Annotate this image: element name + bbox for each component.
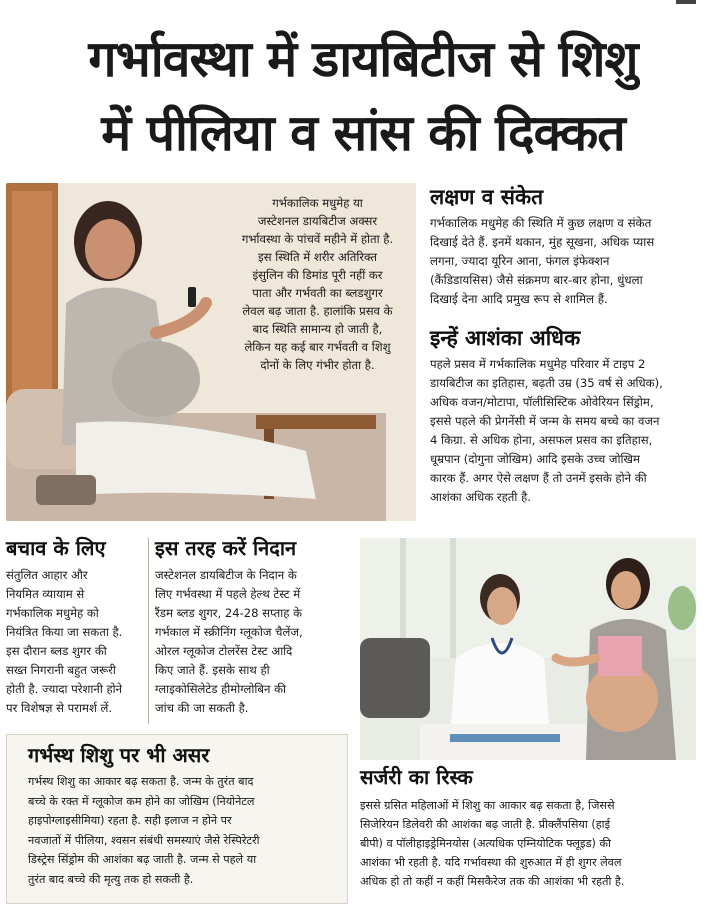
diagnosis-text — [155, 566, 345, 718]
prevention-line: नियंत्रित किया जा सकता है. — [6, 625, 123, 639]
surgery-line: इससे ग्रसित महिलाओं में शिशु का आकार बढ़ सकता है, जिससे — [360, 799, 615, 812]
prevention-line: नियमित व्यायाम से — [6, 587, 85, 601]
intro-line: दोनों के लिए गंभीर होता है. — [260, 358, 375, 372]
risk-line: 4 किग्रा. से अधिक होना, असफल प्रसव का इतिहास, — [430, 433, 653, 447]
doctor-patient-photo — [360, 538, 696, 760]
surgery-text — [360, 796, 722, 891]
baby-effect-line: डिस्ट्रेस सिंड्रोम की आशंका बढ़ जाती है. जन्म से पहले या — [28, 853, 257, 866]
prevention-line: होती है. ज्यादा परेशानी होने — [6, 682, 123, 696]
diagnosis-line: गर्भकाल में स्क्रीनिंग ग्लूकोज चैलेंज, — [155, 625, 303, 639]
diagnosis-line: रैंडम ब्लड शुगर, 24-28 सप्ताह के — [155, 606, 302, 620]
symptoms-line: लगना, ज्यादा यूरिन आना, फंगल इंफेक्शन — [430, 254, 610, 268]
diagnosis-line: किए जाते हैं. इसके साथ ही — [155, 663, 270, 677]
risk-line: धूम्रपान (दोगुना जोखिम) आदि इसके उच्च जोखिम — [430, 452, 640, 466]
prevention-text — [6, 566, 151, 718]
column-divider — [148, 538, 149, 724]
symptoms-line: (कैंडिडायसिस) जैसे संक्रमण बार-बार होना, धुंधला — [430, 273, 643, 287]
risk-line: इससे पहले की प्रेगनेंसी में जन्म के समय बच्चे का वजन — [430, 414, 660, 428]
symptoms-line: गर्भकालिक मधुमेह की स्थिति में कुछ लक्षण व संकेत — [430, 216, 652, 230]
surgery-line: अधिक हो तो कहीं न कहीं मिसकैरेज तक की आशंका भी रहती है. — [360, 875, 625, 888]
risk-line: आशंका अधिक रहती है. — [430, 490, 531, 504]
risk-line: डायबिटीज का इतिहास, बढ़ती उम्र (35 वर्ष से अधिक), — [430, 376, 663, 390]
diagnosis-line: जस्टेशनल डायबिटीज के निदान के — [155, 568, 297, 582]
symptoms-line: दिखाई देते हैं. इनमें थकान, मुंह सूखना, अधिक प्यास — [430, 235, 655, 249]
headline-line-1: गर्भावस्था में डायबिटीज से शिशु — [88, 30, 638, 88]
intro-line: बाद स्थिति सामान्य हो जाती है, — [252, 322, 383, 336]
intro-line: इंसुलिन की डिमांड पूरी नहीं कर — [252, 268, 383, 282]
intro-line: लेवल बढ़ जाता है. हालांकि प्रसव के — [242, 304, 393, 318]
risk-heading: इन्हें आशंका अधिक — [430, 326, 581, 350]
headline-line-2: में पीलिया व सांस की दिक्कत — [101, 104, 625, 162]
diagnosis-heading: इस तरह करें निदान — [155, 536, 297, 560]
prevention-line: सख्त निगरानी बहुत जरूरी — [6, 663, 116, 677]
intro-line: लेकिन यह कई बार गर्भवती व शिशु — [244, 340, 391, 354]
symptoms-heading: लक्षण व संकेत — [430, 185, 544, 209]
prevention-heading: बचाव के लिए — [6, 536, 106, 560]
baby-effect-text — [28, 772, 344, 889]
baby-effect-heading: गर्भस्थ शिशु पर भी असर — [28, 743, 210, 767]
intro-text — [220, 194, 415, 374]
prevention-line: संतुलित आहार और — [6, 568, 88, 582]
intro-line: जस्टेशनल डायबिटीज अक्सर — [257, 214, 378, 228]
surgery-line: बीपी) व पॉलीहाइड्रेमिनयोस (अत्यधिक एम्नियोटिक फ्लूइड) की — [360, 837, 611, 850]
symptoms-text — [430, 214, 720, 309]
baby-effect-line: बच्चे के रक्त में ग्लूकोज कम होने का जोखिम (नियोनेटल — [28, 794, 255, 808]
prevention-line: गर्भकालिक मधुमेह को — [6, 606, 99, 620]
symptoms-line: दिखाई देना आदि प्रमुख रूप से शामिल हैं. — [430, 292, 608, 306]
surgery-line: आशंका भी रहती है. यदि गर्भावस्था की शुरुआत में ही शुगर लेवल — [360, 856, 622, 869]
surgery-line: सिजेरियन डिलेवरी की आशंका बढ़ जाती है. प्रीक्लैंपसिया (हाई — [360, 818, 611, 831]
diagnosis-line: जांच की जा सकती है. — [155, 701, 249, 715]
diagnosis-line: ग्लाइकोसिलेटेड हीमोग्लोबिन की — [155, 682, 287, 696]
risk-line: अधिक वजन/मोटापा, पॉलीसिस्टिक ओवेरियन सिंड्रोम, — [430, 395, 654, 409]
prevention-line: इस दौरान ब्लड शुगर की — [6, 644, 107, 658]
intro-line: गर्भकालिक मधुमेह या — [272, 196, 363, 210]
diagnosis-line: लिए गर्भवस्था में पहले हेल्थ टेस्ट में — [155, 587, 301, 601]
baby-effect-line: हाइपोग्लाइसीमिया) रहता है. सही इलाज न होने पर — [28, 814, 232, 827]
baby-effect-line: नवजातों में पीलिया, श्वसन संबंधी समस्याएं जैसे रेस्पिरेटरी — [28, 833, 260, 847]
baby-effect-line: गर्भस्थ शिशु का आकार बढ़ सकता है. जन्म के तुरंत बाद — [28, 775, 254, 788]
risk-line: पहले प्रसव में गर्भकालिक मधुमेह परिवार में टाइप 2 — [430, 357, 646, 371]
surgery-heading: सर्जरी का रिस्क — [360, 765, 473, 789]
intro-line: पाता और गर्भवती का ब्लडशुगर — [252, 286, 383, 300]
intro-line: गर्भावस्था के पांचवें महीने में होता है. — [241, 232, 394, 246]
top-edge-mark — [676, 0, 696, 4]
risk-line: कारक हैं. अगर ऐसे लक्षण हैं तो उनमें इसके होने की — [430, 471, 647, 485]
intro-line: इस स्थिति में शरीर अतिरिक्त — [258, 250, 377, 264]
diagnosis-line: ओरल ग्लूकोज टोलरेंस टेस्ट आदि — [155, 644, 293, 658]
prevention-line: पर विशेषज्ञ से परामर्श लें. — [6, 701, 113, 715]
baby-effect-line: तुरंत बाद बच्चे की मृत्यु तक हो सकती है. — [28, 872, 194, 886]
risk-text — [430, 355, 722, 507]
